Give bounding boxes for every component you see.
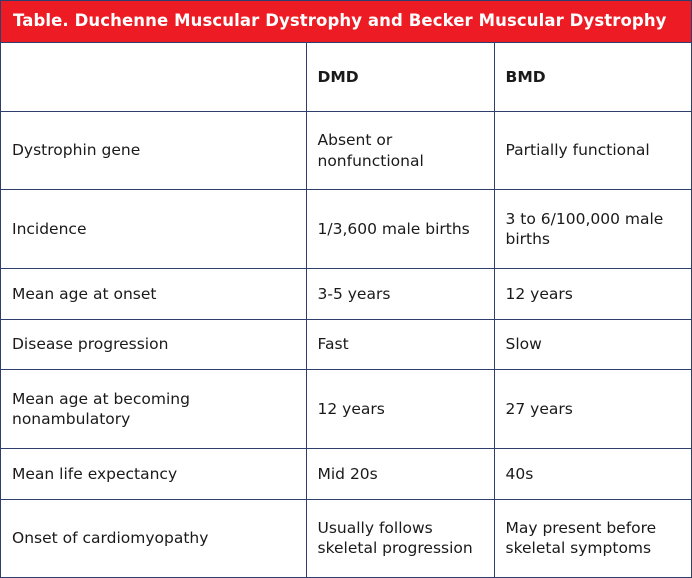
cell-bmd: May present before skeletal symptoms <box>494 499 691 577</box>
table-row <box>1 190 691 268</box>
cell-dmd: 12 years <box>306 370 494 448</box>
cell-dmd: 3-5 years <box>306 268 494 319</box>
row-label: Disease progression <box>1 319 306 370</box>
cell-dmd: Usually follows skeletal progression <box>306 499 494 577</box>
table-caption: Table. Duchenne Muscular Dystrophy and Becker Muscular Dystrophy <box>1 1 691 43</box>
cell-dmd: Fast <box>306 319 494 370</box>
cell-dmd: Mid 20s <box>306 448 494 499</box>
cell-bmd: 40s <box>494 448 691 499</box>
column-header-dmd: DMD <box>306 43 494 112</box>
table-row <box>1 111 691 189</box>
table-row <box>1 370 691 448</box>
table-row <box>1 319 691 370</box>
row-label: Dystrophin gene <box>1 111 306 189</box>
table-row <box>1 499 691 577</box>
row-label: Mean age at onset <box>1 268 306 319</box>
comparison-table <box>1 43 691 577</box>
cell-dmd: Absent or nonfunctional <box>306 111 494 189</box>
row-label: Mean life expectancy <box>1 448 306 499</box>
row-label: Incidence <box>1 190 306 268</box>
cell-bmd: 3 to 6/100,000 male births <box>494 190 691 268</box>
table-row <box>1 268 691 319</box>
table-row <box>1 448 691 499</box>
cell-bmd: Partially functional <box>494 111 691 189</box>
cell-dmd: 1/3,600 male births <box>306 190 494 268</box>
column-header-bmd: BMD <box>494 43 691 112</box>
cell-bmd: Slow <box>494 319 691 370</box>
table-header-row <box>1 43 691 112</box>
column-header-blank <box>1 43 306 112</box>
row-label: Mean age at becoming nonambulatory <box>1 370 306 448</box>
cell-bmd: 12 years <box>494 268 691 319</box>
cell-bmd: 27 years <box>494 370 691 448</box>
row-label: Onset of cardiomyopathy <box>1 499 306 577</box>
